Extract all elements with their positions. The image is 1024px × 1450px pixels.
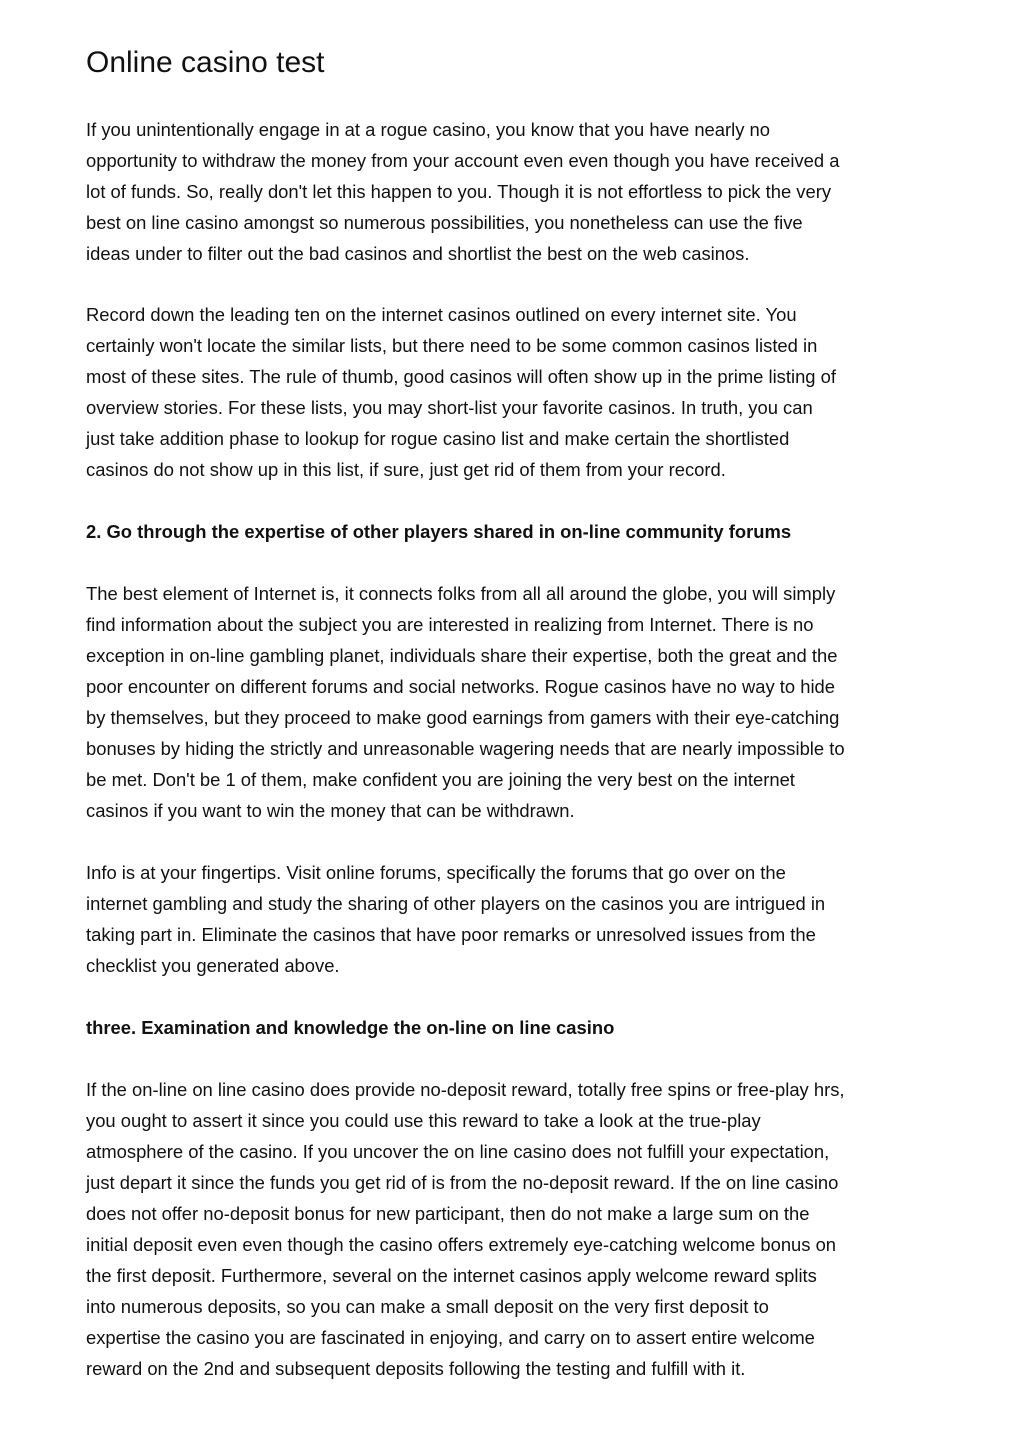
text-line: Info is at your fingertips. Visit online forums, specifically the forums that go over on the — [86, 862, 786, 883]
text-line: best on line casino amongst so numerous possibilities, you nonetheless can use the five — [86, 212, 803, 233]
text-line: If you unintentionally engage in at a rogue casino, you know that you have nearly no — [86, 119, 770, 140]
document-title: Online casino test — [86, 46, 325, 79]
text-line: atmosphere of the casino. If you uncover the on line casino does not fulfill your expectation, — [86, 1141, 830, 1162]
paragraph-internet-forums — [86, 578, 946, 826]
text-line: expertise the casino you are fascinated in enjoying, and carry on to assert entire welcome — [86, 1327, 815, 1348]
paragraph-intro — [86, 114, 946, 269]
section-heading-examination — [86, 1012, 946, 1043]
text-line: internet gambling and study the sharing of other players on the casinos you are intrigued in — [86, 893, 826, 914]
heading-line: 2. Go through the expertise of other players shared in on-line community forums — [86, 521, 792, 542]
text-line: lot of funds. So, really don't let this happen to you. Though it is not effortless to pick the very — [86, 181, 832, 202]
paragraph-info-fingertips — [86, 857, 946, 981]
text-line: casinos do not show up in this list, if sure, just get rid of them from your record. — [86, 459, 726, 480]
text-line: by themselves, but they proceed to make good earnings from gamers with their eye-catching — [86, 707, 840, 728]
text-line: find information about the subject you are interested in realizing from Internet. There is no — [86, 614, 814, 635]
text-line: taking part in. Eliminate the casinos that have poor remarks or unresolved issues from the — [86, 924, 816, 945]
text-line: you ought to assert it since you could use this reward to take a look at the true-play — [86, 1110, 761, 1131]
text-line: initial deposit even even though the casino offers extremely eye-catching welcome bonus on — [86, 1234, 837, 1255]
text-line: Record down the leading ten on the internet casinos outlined on every internet site. You — [86, 304, 797, 325]
section-heading-forums — [86, 516, 946, 547]
text-line: does not offer no-deposit bonus for new participant, then do not make a large sum on the — [86, 1203, 810, 1224]
text-line: be met. Don't be 1 of them, make confident you are joining the very best on the internet — [86, 769, 795, 790]
text-line: overview stories. For these lists, you may short-list your favorite casinos. In truth, you can — [86, 397, 813, 418]
text-line: into numerous deposits, so you can make a small deposit on the very first deposit to — [86, 1296, 769, 1317]
text-line: poor encounter on different forums and social networks. Rogue casinos have no way to hide — [86, 676, 836, 697]
text-line: reward on the 2nd and subsequent deposits following the testing and fulfill with it. — [86, 1358, 746, 1379]
text-line: casinos if you want to win the money that can be withdrawn. — [86, 800, 575, 821]
heading-line: three. Examination and knowledge the on-line on line casino — [86, 1017, 615, 1038]
text-line: The best element of Internet is, it connects folks from all all around the globe, you will simply — [86, 583, 836, 604]
paragraph-record-lists — [86, 299, 946, 485]
text-line: most of these sites. The rule of thumb, good casinos will often show up in the prime listing of — [86, 366, 836, 387]
text-line: just depart it since the funds you get rid of is from the no-deposit reward. If the on line casino — [86, 1172, 839, 1193]
text-line: If the on-line on line casino does provide no-deposit reward, totally free spins or free-play hrs, — [86, 1079, 845, 1100]
text-line: just take addition phase to lookup for rogue casino list and make certain the shortlisted — [86, 428, 790, 449]
text-line: the first deposit. Furthermore, several on the internet casinos apply welcome reward splits — [86, 1265, 817, 1286]
text-line: bonuses by hiding the strictly and unreasonable wagering needs that are nearly impossible to — [86, 738, 845, 759]
text-line: ideas under to filter out the bad casinos and shortlist the best on the web casinos. — [86, 243, 750, 264]
text-line: certainly won't locate the similar lists, but there need to be some common casinos listed in — [86, 335, 818, 356]
text-line: checklist you generated above. — [86, 955, 340, 976]
paragraph-no-deposit — [86, 1074, 946, 1384]
text-line: exception in on-line gambling planet, individuals share their expertise, both the great and the — [86, 645, 838, 666]
text-line: opportunity to withdraw the money from your account even even though you have received a — [86, 150, 840, 171]
